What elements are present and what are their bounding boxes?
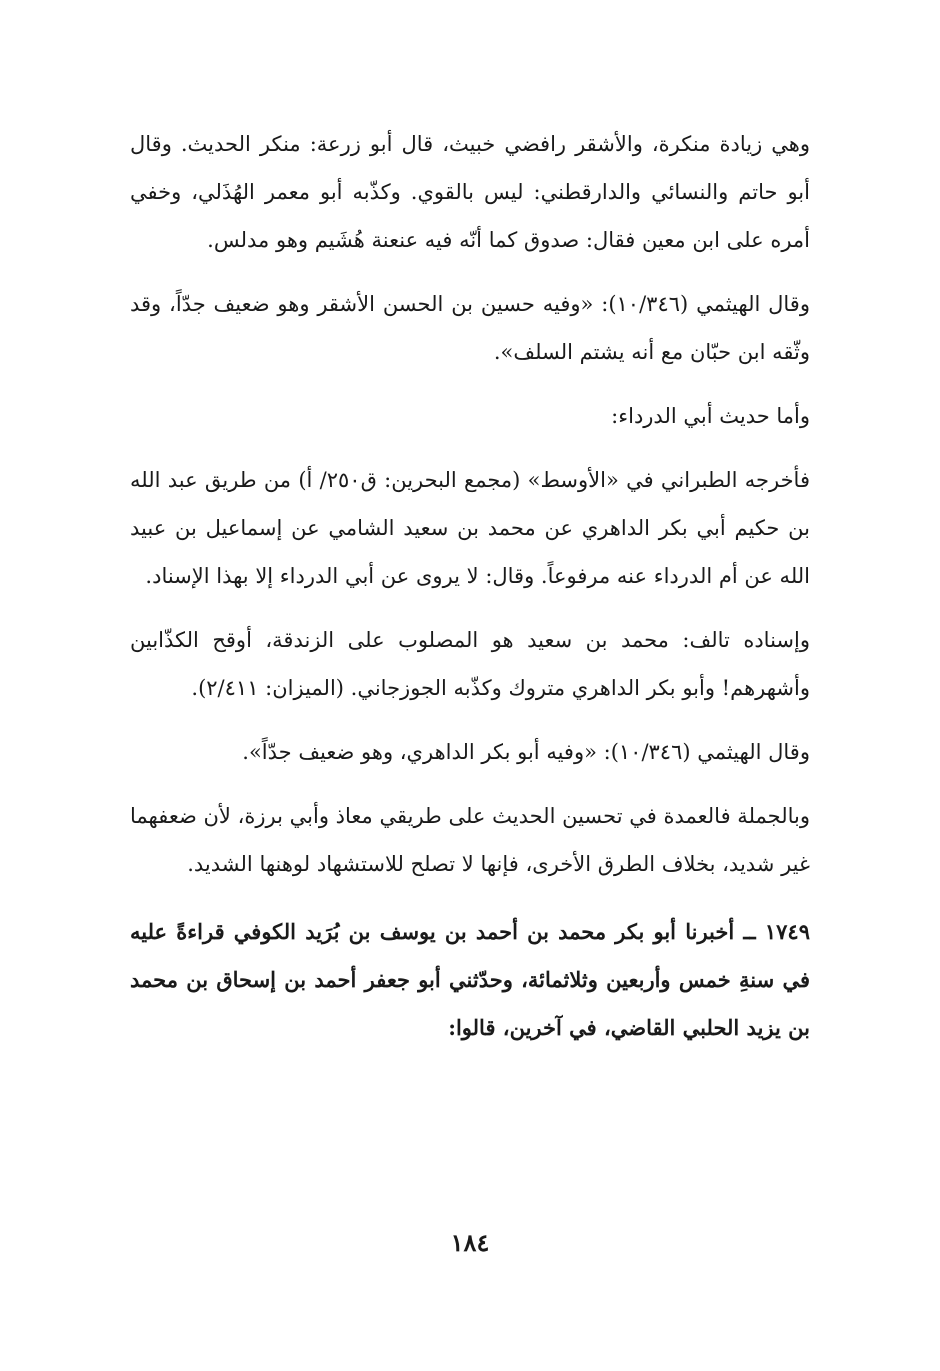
page-body [130, 120, 810, 1068]
page-number: ١٨٤ [450, 1228, 490, 1257]
hadith-1749-paragraph: ١٧٤٩ ــ أخبرنا أبو بكر محمد بن أحمد بن يوسف بن بُرَيد الكوفي قراءةً عليه في سنةِ خمس وأربعين وثلاثمائة، وحدّثني أبو جعفر أحمد بن إسحاق بن محمد بن يزيد الحلبي القاضي، في آخرين، قالوا: [130, 919, 810, 1040]
paragraph-4: فأخرجه الطبراني في «الأوسط» (مجمع البحرين: ق٢٥٠/ أ) من طريق عبد الله بن حكيم أبي بكر الداهري عن محمد بن سعيد الشامي عن إسماعيل بن عبيد الله عن أم الدرداء عنه مرفوعاً. وقال: لا يروى عن أبي الدرداء إلا بهذا الإسناد. [130, 468, 810, 588]
paragraph-2: وقال الهيثمي (١٠/٣٤٦): «وفيه حسين بن الحسن الأشقر وهو ضعيف جدّاً، وقد وثّقه ابن حبّان مع أنه يشتم السلف». [130, 292, 810, 364]
paragraph-5: وإسناده تالف: محمد بن سعيد هو المصلوب على الزندقة، أوقح الكذّابين وأشهرهم! وأبو بكر الداهري متروك وكذّبه الجوزجاني. (الميزان: ٢/٤١١). [130, 628, 810, 700]
paragraph-6: وقال الهيثمي (١٠/٣٤٦): «وفيه أبو بكر الداهري، وهو ضعيف جدّاً». [242, 740, 810, 764]
paragraph-3: وأما حديث أبي الدرداء: [611, 404, 810, 428]
paragraph-1: وهي زيادة منكرة، والأشقر رافضي خبيث، قال أبو زرعة: منكر الحديث. وقال أبو حاتم والنسائي والدارقطني: ليس بالقوي. وكذّبه أبو معمر الهُذَلي، وخفي أمره على ابن معين فقال: صدوق كما أنّه فيه عنعنة هُشَيم وهو مدلس. [130, 132, 810, 252]
paragraph-7: وبالجملة فالعمدة في تحسين الحديث على طريقي معاذ وأبي برزة، لأن ضعفهما غير شديد، بخلاف الطرق الأخرى، فإنها لا تصلح للاستشهاد لوهنها الشديد. [130, 804, 810, 876]
